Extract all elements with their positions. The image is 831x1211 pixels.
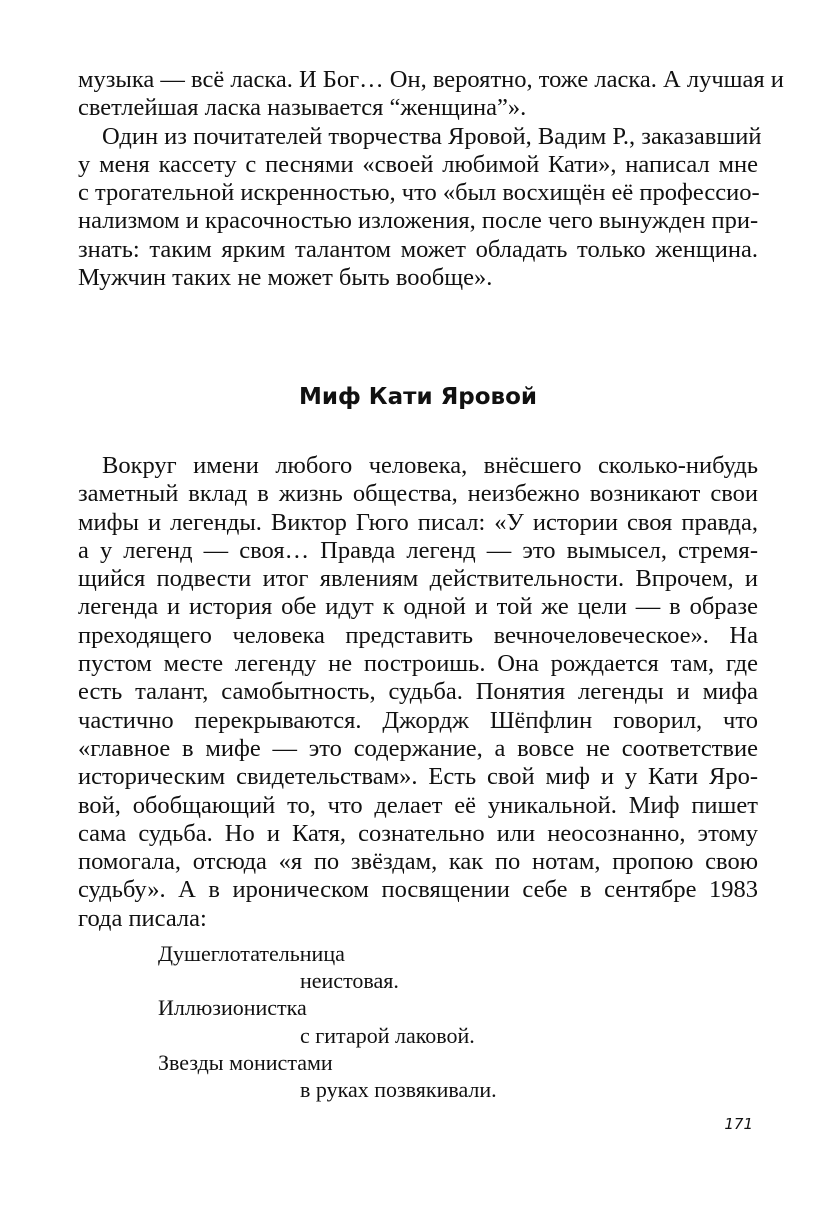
poem-line: Звезды монистами: [158, 1049, 333, 1075]
paragraph-myth: [78, 452, 758, 933]
text-line: Вокруг имени любого человека, внёсшего сколько-нибудь: [102, 452, 758, 479]
text-line: мифы и легенды. Виктор Гюго писал: «У истории своя правда,: [78, 508, 758, 536]
poem-line: в руках позвякивали.: [300, 1077, 497, 1103]
text-line: легенда и история обе идут к одной и той же цели — в образе: [78, 593, 758, 621]
text-line: частично перекрываются. Джордж Шёпфлин говорил, что: [78, 706, 758, 734]
poem-line: Иллюзионистка: [158, 995, 307, 1021]
intro-paragraph: [78, 66, 784, 123]
text-line: вой, обобщающий то, что делает её уникальной. Миф пишет: [78, 791, 758, 819]
text-line: преходящего человека представить вечночеловеческое». На: [78, 621, 758, 649]
text-line: Мужчин таких не может быть вообще».: [78, 264, 493, 292]
text-line: историческим свидетельствам». Есть свой миф и у Кати Яро-: [78, 763, 758, 791]
poem-line: с гитарой лаковой.: [300, 1022, 475, 1048]
text-line: щийся подвести итог явлениям действительности. Впрочем, и: [78, 565, 758, 593]
text-line: музыка — всё ласка. И Бог… Он, вероятно, тоже ласка. А лучшая и: [78, 66, 784, 93]
text-line: с трогательной искренностью, что «был восхищён её профессио-: [78, 179, 760, 207]
text-line: знать: таким ярким талантом может обладать только женщина.: [78, 235, 758, 263]
text-line: светлейшая ласка называется “женщина”».: [78, 94, 527, 122]
section-body: [78, 452, 758, 933]
section-heading: Миф Кати Яровой: [298, 384, 538, 410]
text-line: есть талант, самобытность, судьба. Понятия легенды и мифа: [78, 678, 758, 706]
text-line: Один из почитателей творчества Яровой, Вадим Р., заказавший: [102, 122, 762, 150]
text-line: «главное в мифе — это содержание, а вовсе не соответствие: [78, 734, 758, 762]
text-line: а у легенд — своя… Правда легенд — это вымысел, стремя-: [78, 536, 758, 564]
text-line: пустом месте легенду не построишь. Она рождается там, где: [78, 650, 758, 678]
text-line: у меня кассету с песнями «своей любимой Кати», написал мне: [78, 150, 758, 178]
text-line: судьбу». А в ироническом посвящении себе в сентябре 1983: [78, 876, 758, 904]
page-number: 171: [724, 1115, 753, 1133]
book-page: [78, 66, 784, 1103]
poem-line: Душеглотательница: [158, 941, 345, 966]
text-line: сама судьба. Но и Катя, сознательно или неосознанно, этому: [78, 819, 758, 847]
text-line: заметный вклад в жизнь общества, неизбежно возникают свои: [78, 480, 758, 508]
poem-line: неистовая.: [300, 968, 399, 994]
text-line: нализмом и красочностью изложения, после чего вынужден при-: [78, 207, 759, 235]
text-line: года писала:: [78, 904, 207, 932]
paragraph-reader-letter: [78, 122, 762, 293]
poem: [158, 940, 718, 1103]
text-line: помогала, отсюда «я по звёздам, как по нотам, пропою свою: [78, 848, 758, 876]
